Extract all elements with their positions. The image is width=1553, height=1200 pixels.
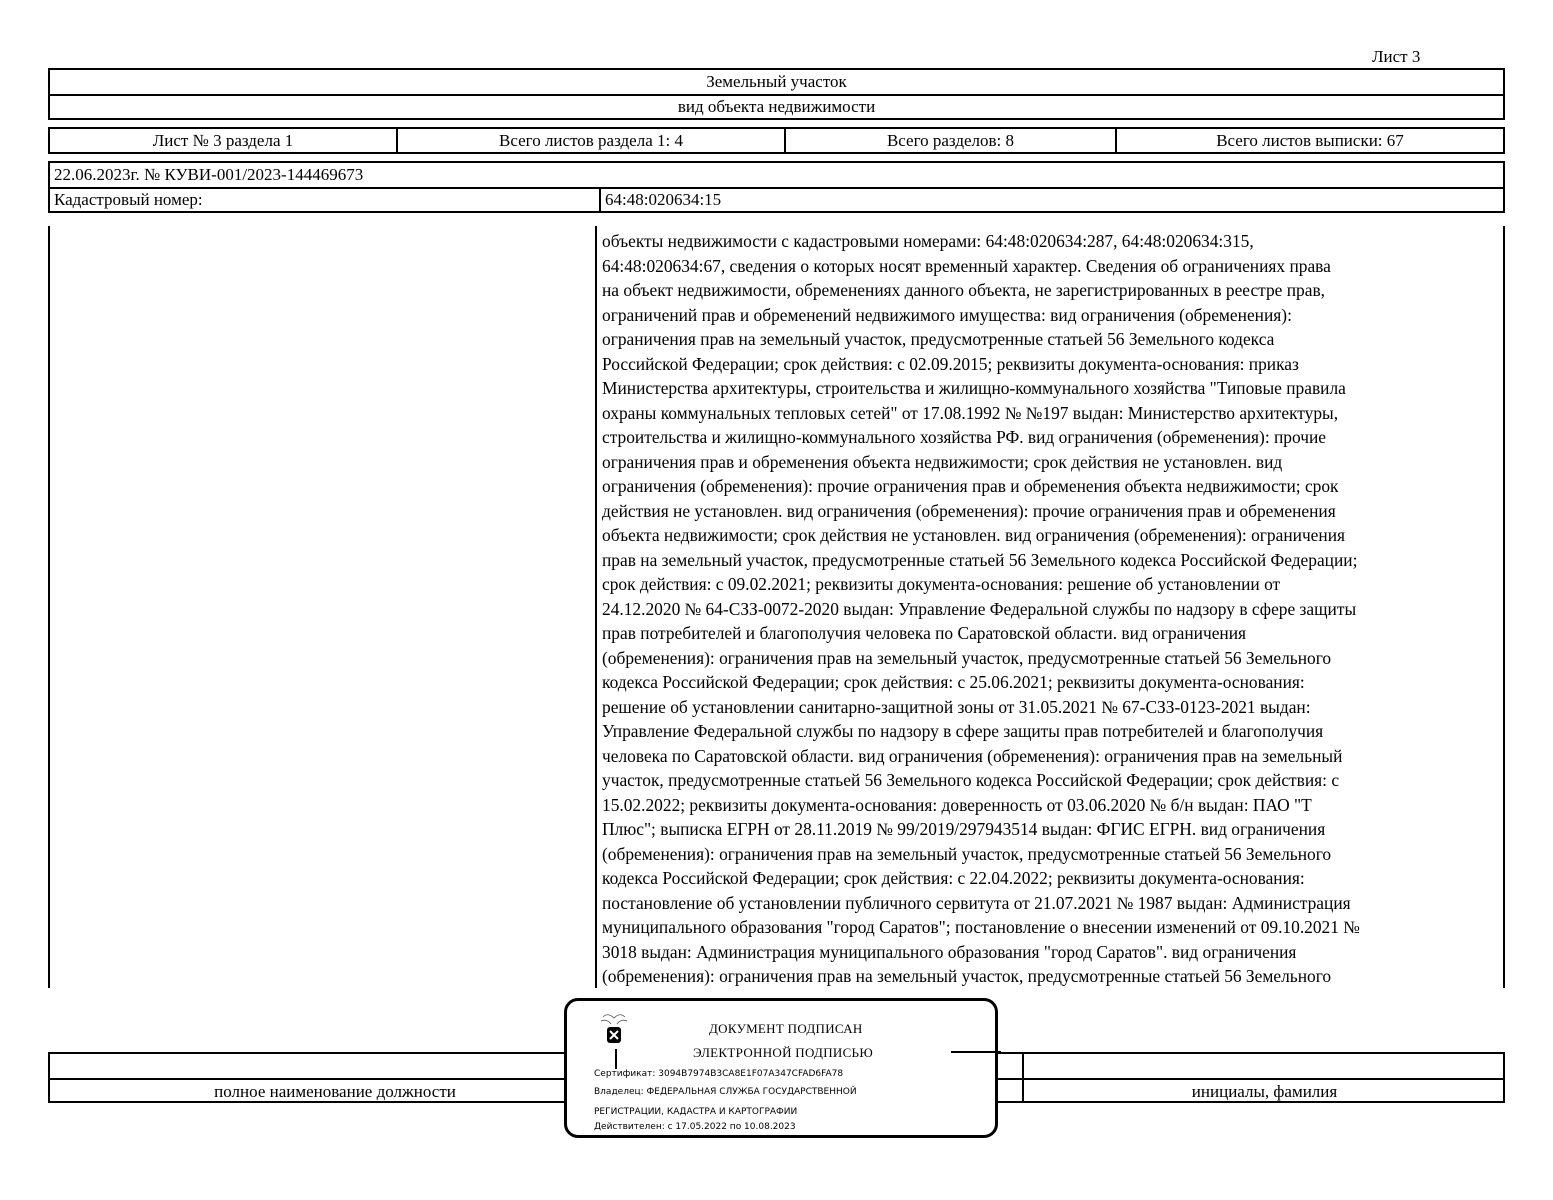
stamp-validity: Действителен: с 17.05.2022 по 10.08.2023 [594, 1122, 796, 1132]
stamp-title-line1: ДОКУМЕНТ ПОДПИСАН [709, 1021, 863, 1036]
e-signature-stamp [564, 998, 998, 1138]
stamp-owner: Владелец: ФЕДЕРАЛЬНАЯ СЛУЖБА ГОСУДАРСТВЕННОЙ [594, 1087, 857, 1097]
stamp-owner-continued: РЕГИСТРАЦИИ, КАДАСТРА И КАРТОГРАФИИ [594, 1107, 798, 1117]
cadastral-value: 64:48:020634:15 [599, 189, 721, 211]
total-sections: Всего разделов: 8 [784, 129, 1115, 152]
object-header [48, 68, 1505, 120]
stamp-title-line2: ЭЛЕКТРОННОЙ ПОДПИСЬЮ [693, 1045, 873, 1060]
sheet-meta-table [48, 127, 1505, 154]
position-caption: полное наименование должности [214, 1082, 456, 1101]
cadastral-row [50, 187, 1503, 211]
stamp-tick-line [615, 1049, 617, 1069]
left-border-line [48, 226, 50, 988]
object-type: Земельный участок [706, 72, 847, 91]
stamp-certificate: Сертификат: 3094B7974B3CA8E1F07A347CFAD6FA78 [594, 1069, 844, 1079]
total-sheets-extract: Всего листов выписки: 67 [1115, 129, 1503, 152]
right-border-line [1503, 226, 1505, 988]
identification-table [48, 161, 1505, 213]
object-kind-caption: вид объекта недвижимости [50, 94, 1503, 118]
name-caption: инициалы, фамилия [1191, 1082, 1338, 1101]
cadastral-label: Кадастровый номер: [54, 190, 203, 209]
column-divider-line [595, 226, 597, 988]
sheet-number: Лист 3 [1372, 47, 1421, 66]
document-reference: 22.06.2023г. № КУВИ-001/2023-144469673 [54, 165, 364, 184]
total-sheets-section: Всего листов раздела 1: 4 [396, 129, 784, 152]
sheet-of-section: Лист № 3 раздела 1 [152, 130, 294, 150]
restrictions-text: объекты недвижимости с кадастровыми номерами: 64:48:020634:287, 64:48:020634:315, 64:48:020634:67, сведения о которых носят временный характер. Сведения об ограничениях права на объект недвижимости, обременениях данного объекта, не зарегистрированных в реестре прав, ограничений прав и обременений недвижимого имущества: вид ограничения (обременения): ограничения прав на земельный участок, предусмотренные статьей 56 Земельного кодекса Российской Федерации; срок действия: с 02.09.2015; реквизиты документа-основания: приказ Министерства архитектуры, строительства и жилищно-коммунального хозяйства "Типовые правила охраны коммунальных тепловых сетей" от 17.08.1992 № №197 выдан: Министерство архитектуры, строительства и жилищно-коммунального хозяйства РФ. вид ограничения (обременения): прочие ограничения прав и обременения объекта недвижимости; срок действия не установлен. вид ограничения (обременения): прочие ограничения прав и обременения объекта недвижимости; срок действия не установлен. вид ограничения (обременения): прочие ограничения прав и обременения объекта недвижимости; срок действия не установлен. вид ограничения (обременения): ограничения прав на земельный участок, предусмотренные статьей 56 Земельного кодекса Российской Федерации; срок действия: с 09.02.2021; реквизиты документа-основания: решение об установлении от 24.12.2020 № 64-СЗЗ-0072-2020 выдан: Управление Федеральной службы по надзору в сфере защиты прав потребителей и благополучия человека по Саратовской области. вид ограничения (обременения): ограничения прав на земельный участок, предусмотренные статьей 56 Земельного кодекса Российской Федерации; срок действия: с 25.06.2021; реквизиты документа-основания: решение об установлении санитарно-защитной зоны от 31.05.2021 № 67-СЗЗ-0123-2021 выдан: Управление Федеральной службы по надзору в сфере защиты прав потребителей и благополучия человека по Саратовской области. вид ограничения (обременения): ограничения прав на земельный участок, предусмотренные статьей 56 Земельного кодекса Российской Федерации; срок действия: с 15.02.2022; реквизиты документа-основания: доверенность от 03.06.2020 № б/н выдан: ПАО "Т Плюс"; выписка ЕГРН от 28.11.2019 № 99/2019/297943514 выдан: ФГИС ЕГРН. вид ограничения (обременения): ограничения прав на земельный участок, предусмотренные статьей 56 Земельного кодекса Российской Федерации; срок действия: с 22.04.2022; реквизиты документа-основания: постановление об установлении публичного сервитута от 21.07.2021 № 1987 выдан: Администрация муниципального образования "город Саратов"; постановление о внесении изменений от 09.10.2021 № 3018 выдан: Администрация муниципального образования "город Саратов". вид ограничения (обременения): ограничения прав на земельный участок, предусмотренные статьей 56 Земельного [602, 231, 1360, 986]
coat-of-arms-icon [599, 1011, 629, 1051]
